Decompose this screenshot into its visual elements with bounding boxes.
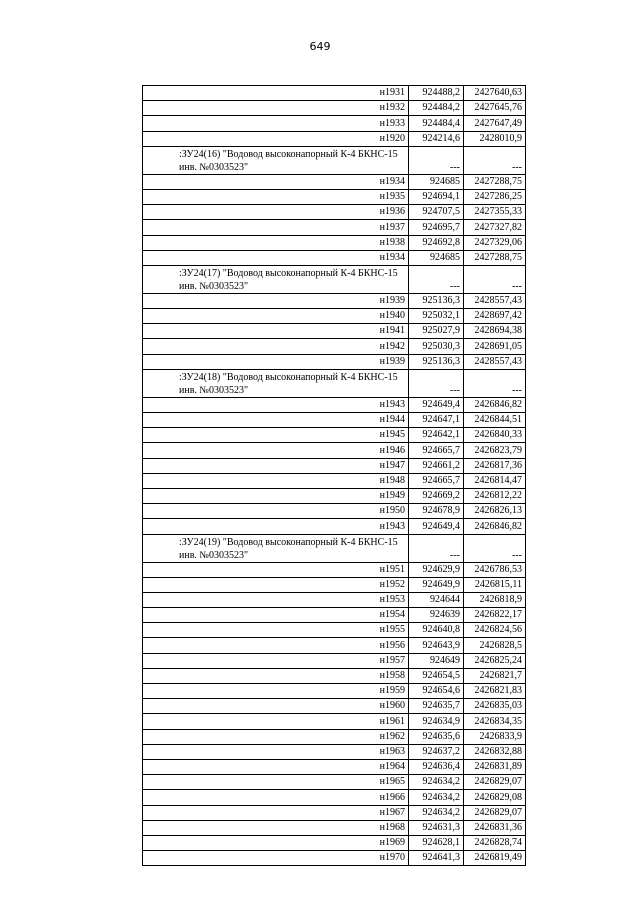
x-coordinate-cell: --- (409, 534, 464, 562)
y-coordinate-cell: --- (464, 534, 526, 562)
table-row (143, 413, 526, 428)
point-id-cell: н1942 (143, 339, 409, 354)
y-coordinate-cell: 2426812,22 (464, 488, 526, 503)
y-coordinate-cell: 2426821,83 (464, 684, 526, 699)
table-row (143, 623, 526, 638)
x-coordinate-cell: 924678,9 (409, 504, 464, 519)
point-id-cell: н1940 (143, 309, 409, 324)
point-id-cell: н1945 (143, 428, 409, 443)
point-id-cell: н1949 (143, 488, 409, 503)
y-coordinate-cell: 2426831,36 (464, 820, 526, 835)
table-row (143, 805, 526, 820)
y-coordinate-cell: 2426826,13 (464, 504, 526, 519)
point-id-cell: н1968 (143, 820, 409, 835)
x-coordinate-cell: 924484,4 (409, 116, 464, 131)
page-number: 649 (309, 40, 331, 53)
x-coordinate-cell: 925027,9 (409, 324, 464, 339)
x-coordinate-cell: 924631,3 (409, 820, 464, 835)
y-coordinate-cell: 2427286,25 (464, 189, 526, 204)
x-coordinate-cell: 924669,2 (409, 488, 464, 503)
y-coordinate-cell: 2426828,5 (464, 638, 526, 653)
section-title: :ЗУ24(16) "Водовод высоконапорный К-4 БКНС-15 инв. №0303523" (143, 146, 409, 174)
point-id-cell: н1936 (143, 205, 409, 220)
x-coordinate-cell: 924665,7 (409, 443, 464, 458)
point-id-cell: н1952 (143, 577, 409, 592)
table-row (143, 577, 526, 592)
y-coordinate-cell: --- (464, 369, 526, 397)
section-title: :ЗУ24(17) "Водовод высоконапорный К-4 БКНС-15 инв. №0303523" (143, 265, 409, 293)
x-coordinate-cell: 924654,5 (409, 668, 464, 683)
y-coordinate-cell: 2428010,9 (464, 131, 526, 146)
table-row (143, 519, 526, 534)
section-header-row (143, 146, 526, 174)
table-row (143, 174, 526, 189)
table-row (143, 235, 526, 250)
table-row (143, 729, 526, 744)
table-row (143, 684, 526, 699)
y-coordinate-cell: 2428691,05 (464, 339, 526, 354)
y-coordinate-cell: 2426846,82 (464, 397, 526, 412)
y-coordinate-cell: 2426844,51 (464, 413, 526, 428)
point-id-cell: н1944 (143, 413, 409, 428)
y-coordinate-cell: 2426829,07 (464, 775, 526, 790)
y-coordinate-cell: 2426824,56 (464, 623, 526, 638)
y-coordinate-cell: 2426846,82 (464, 519, 526, 534)
x-coordinate-cell: --- (409, 265, 464, 293)
point-id-cell: н1941 (143, 324, 409, 339)
table-row (143, 116, 526, 131)
point-id-cell: н1943 (143, 397, 409, 412)
y-coordinate-cell: 2426835,03 (464, 699, 526, 714)
y-coordinate-cell: 2426817,36 (464, 458, 526, 473)
section-title: :ЗУ24(18) "Водовод высоконапорный К-4 БКНС-15 инв. №0303523" (143, 369, 409, 397)
point-id-cell: н1931 (143, 86, 409, 101)
point-id-cell: н1965 (143, 775, 409, 790)
point-id-cell: н1962 (143, 729, 409, 744)
table-row (143, 638, 526, 653)
point-id-cell: н1948 (143, 473, 409, 488)
y-coordinate-cell: 2426840,33 (464, 428, 526, 443)
y-coordinate-cell: --- (464, 146, 526, 174)
point-id-cell: н1969 (143, 835, 409, 850)
point-id-cell: н1956 (143, 638, 409, 653)
table-row (143, 397, 526, 412)
x-coordinate-cell: 924695,7 (409, 220, 464, 235)
point-id-cell: н1937 (143, 220, 409, 235)
x-coordinate-cell: 924636,4 (409, 759, 464, 774)
x-coordinate-cell: 924649,4 (409, 397, 464, 412)
y-coordinate-cell: 2428694,38 (464, 324, 526, 339)
x-coordinate-cell: 924707,5 (409, 205, 464, 220)
y-coordinate-cell: 2426834,35 (464, 714, 526, 729)
y-coordinate-cell: 2427329,06 (464, 235, 526, 250)
x-coordinate-cell: 924634,2 (409, 775, 464, 790)
y-coordinate-cell: 2426829,08 (464, 790, 526, 805)
point-id-cell: н1935 (143, 189, 409, 204)
x-coordinate-cell: 924634,9 (409, 714, 464, 729)
y-coordinate-cell: 2426786,53 (464, 562, 526, 577)
point-id-cell: н1955 (143, 623, 409, 638)
table-row (143, 562, 526, 577)
point-id-cell: н1946 (143, 443, 409, 458)
coordinates-table (142, 85, 526, 866)
point-id-cell: н1967 (143, 805, 409, 820)
point-id-cell: н1957 (143, 653, 409, 668)
point-id-cell: н1960 (143, 699, 409, 714)
table-row (143, 189, 526, 204)
y-coordinate-cell: 2426815,11 (464, 577, 526, 592)
table-row (143, 101, 526, 116)
x-coordinate-cell: 924654,6 (409, 684, 464, 699)
table-row (143, 699, 526, 714)
table-row (143, 790, 526, 805)
y-coordinate-cell: 2426825,24 (464, 653, 526, 668)
point-id-cell: н1939 (143, 354, 409, 369)
x-coordinate-cell: 924642,1 (409, 428, 464, 443)
x-coordinate-cell: 924649,9 (409, 577, 464, 592)
x-coordinate-cell: 925030,3 (409, 339, 464, 354)
y-coordinate-cell: --- (464, 265, 526, 293)
x-coordinate-cell: 924661,2 (409, 458, 464, 473)
y-coordinate-cell: 2427327,82 (464, 220, 526, 235)
table-row (143, 131, 526, 146)
x-coordinate-cell: 924637,2 (409, 744, 464, 759)
section-title: :ЗУ24(19) "Водовод высоконапорный К-4 БКНС-15 инв. №0303523" (143, 534, 409, 562)
table-row (143, 759, 526, 774)
y-coordinate-cell: 2426828,74 (464, 835, 526, 850)
x-coordinate-cell: 924643,9 (409, 638, 464, 653)
y-coordinate-cell: 2426833,9 (464, 729, 526, 744)
x-coordinate-cell: 924214,6 (409, 131, 464, 146)
table-row (143, 354, 526, 369)
coordinates-table-body (143, 86, 526, 866)
table-row (143, 488, 526, 503)
table-row (143, 250, 526, 265)
table-row (143, 220, 526, 235)
x-coordinate-cell: 924639 (409, 608, 464, 623)
table-row (143, 504, 526, 519)
y-coordinate-cell: 2426823,79 (464, 443, 526, 458)
table-row (143, 653, 526, 668)
point-id-cell: н1954 (143, 608, 409, 623)
table-row (143, 205, 526, 220)
table-row (143, 820, 526, 835)
x-coordinate-cell: 924634,2 (409, 790, 464, 805)
point-id-cell: н1920 (143, 131, 409, 146)
point-id-cell: н1953 (143, 592, 409, 607)
point-id-cell: н1951 (143, 562, 409, 577)
point-id-cell: н1939 (143, 293, 409, 308)
y-coordinate-cell: 2426818,9 (464, 592, 526, 607)
point-id-cell: н1934 (143, 174, 409, 189)
point-id-cell: н1966 (143, 790, 409, 805)
table-row (143, 835, 526, 850)
x-coordinate-cell: 925032,1 (409, 309, 464, 324)
x-coordinate-cell: 924644 (409, 592, 464, 607)
table-row (143, 775, 526, 790)
table-row (143, 608, 526, 623)
x-coordinate-cell: 924694,1 (409, 189, 464, 204)
y-coordinate-cell: 2426831,89 (464, 759, 526, 774)
x-coordinate-cell: 924628,1 (409, 835, 464, 850)
x-coordinate-cell: 924488,2 (409, 86, 464, 101)
y-coordinate-cell: 2428557,43 (464, 354, 526, 369)
table-row (143, 428, 526, 443)
y-coordinate-cell: 2428557,43 (464, 293, 526, 308)
table-row (143, 339, 526, 354)
point-id-cell: н1933 (143, 116, 409, 131)
table-row (143, 744, 526, 759)
point-id-cell: н1963 (143, 744, 409, 759)
x-coordinate-cell: 924649 (409, 653, 464, 668)
y-coordinate-cell: 2426822,17 (464, 608, 526, 623)
table-row (143, 668, 526, 683)
y-coordinate-cell: 2427288,75 (464, 174, 526, 189)
x-coordinate-cell: 924635,6 (409, 729, 464, 744)
y-coordinate-cell: 2428697,42 (464, 309, 526, 324)
y-coordinate-cell: 2427647,49 (464, 116, 526, 131)
table-row (143, 443, 526, 458)
section-header-row (143, 534, 526, 562)
y-coordinate-cell: 2427640,63 (464, 86, 526, 101)
point-id-cell: н1934 (143, 250, 409, 265)
y-coordinate-cell: 2426819,49 (464, 851, 526, 866)
table-row (143, 592, 526, 607)
y-coordinate-cell: 2427288,75 (464, 250, 526, 265)
point-id-cell: н1947 (143, 458, 409, 473)
point-id-cell: н1938 (143, 235, 409, 250)
x-coordinate-cell: 924647,1 (409, 413, 464, 428)
table-row (143, 714, 526, 729)
point-id-cell: н1959 (143, 684, 409, 699)
x-coordinate-cell: 924649,4 (409, 519, 464, 534)
x-coordinate-cell: 924665,7 (409, 473, 464, 488)
y-coordinate-cell: 2427355,33 (464, 205, 526, 220)
point-id-cell: н1964 (143, 759, 409, 774)
x-coordinate-cell: 925136,3 (409, 293, 464, 308)
point-id-cell: н1961 (143, 714, 409, 729)
x-coordinate-cell: 924640,8 (409, 623, 464, 638)
y-coordinate-cell: 2426821,7 (464, 668, 526, 683)
x-coordinate-cell: 924629,9 (409, 562, 464, 577)
point-id-cell: н1932 (143, 101, 409, 116)
x-coordinate-cell: 925136,3 (409, 354, 464, 369)
y-coordinate-cell: 2426832,88 (464, 744, 526, 759)
section-header-row (143, 265, 526, 293)
section-header-row (143, 369, 526, 397)
x-coordinate-cell: 924641,3 (409, 851, 464, 866)
x-coordinate-cell: 924685 (409, 250, 464, 265)
table-row (143, 86, 526, 101)
point-id-cell: н1970 (143, 851, 409, 866)
x-coordinate-cell: 924634,2 (409, 805, 464, 820)
y-coordinate-cell: 2427645,76 (464, 101, 526, 116)
point-id-cell: н1943 (143, 519, 409, 534)
x-coordinate-cell: --- (409, 146, 464, 174)
x-coordinate-cell: 924692,8 (409, 235, 464, 250)
x-coordinate-cell: --- (409, 369, 464, 397)
table-row (143, 309, 526, 324)
table-row (143, 851, 526, 866)
x-coordinate-cell: 924635,7 (409, 699, 464, 714)
table-row (143, 458, 526, 473)
table-row (143, 293, 526, 308)
y-coordinate-cell: 2426814,47 (464, 473, 526, 488)
x-coordinate-cell: 924484,2 (409, 101, 464, 116)
table-row (143, 324, 526, 339)
y-coordinate-cell: 2426829,07 (464, 805, 526, 820)
point-id-cell: н1950 (143, 504, 409, 519)
table-row (143, 473, 526, 488)
point-id-cell: н1958 (143, 668, 409, 683)
x-coordinate-cell: 924685 (409, 174, 464, 189)
